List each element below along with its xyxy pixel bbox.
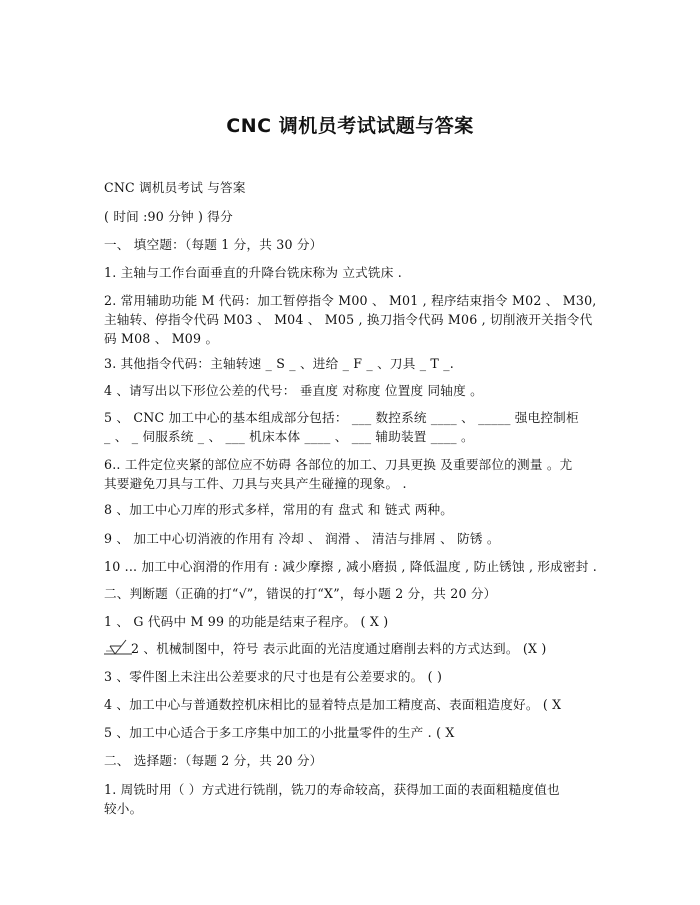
choice-1 <box>104 780 604 818</box>
question-4: 4 、请写出以下形位公差的代号： 垂直度 对称度 位置度 同轴度 。 <box>104 383 483 398</box>
exam-time: ( 时间 :90 分钟 ) 得分 <box>104 209 233 224</box>
document-title: CNC 调机员考试试题与答案 <box>226 115 474 137</box>
question-1: 1. 主轴与工作台面垂直的升降台铣床称为 立式铣床 . <box>104 265 402 280</box>
question-5-line-2: _ 、 _ 伺服系统 _ 、 ___ 机床本体 ____ 、 ___ 辅助装置 ____ 。 <box>104 429 474 444</box>
question-6-line-1: 6.. 工件定位夹紧的部位应不妨碍 各部位的加工、刀具更换 及重要部位的测量 。尤 <box>104 457 573 472</box>
judgment-4: 4 、加工中心与普通数控机床相比的显着特点是加工精度高、表面粗造度好。 ( X <box>104 697 562 712</box>
question-6 <box>104 455 604 493</box>
question-2-line-1: 2. 常用辅助功能 M 代码：加工暂停指令 M00 、 M01 , 程序结束指令 M02 、 M30, <box>104 293 597 308</box>
question-9: 9 、 加工中心切消液的作用有 冷却 、 润滑 、 清洁与排屑 、 防锈 。 <box>104 531 500 546</box>
judgment-2: 2 、机械制图中，符号 表示此面的光洁度通过磨削去料的方式达到。 (X ) <box>131 641 547 656</box>
section-choice-heading: 二、 选择题：（每题 2 分，共 20 分） <box>104 753 323 768</box>
question-2-line-3: 码 M08 、 M09 。 <box>104 331 219 346</box>
question-5 <box>104 408 604 446</box>
question-5-line-1: 5 、 CNC 加工中心的基本组成部分包括： ___ 数控系统 ____ 、 _____ 强电控制柜 <box>104 410 579 425</box>
section-judgment-heading: 二、判断题（正确的打“√”，错误的打“X”，每小题 2 分，共 20 分） <box>104 586 497 601</box>
surface-roughness-icon <box>102 637 134 657</box>
judgment-5: 5 、加工中心适合于多工序集中加工的小批量零件的生产 . ( X <box>104 725 455 740</box>
question-6-line-2: 其要避免刀具与工件、刀具与夹具产生碰撞的现象。 . <box>104 476 407 491</box>
judgment-3: 3 、零件图上未注出公差要求的尺寸也是有公差要求的。 ( ) <box>104 669 443 684</box>
question-3: 3. 其他指令代码：主轴转速 _ S _ 、进给 _ F _ 、刀具 _ T _. <box>104 356 454 371</box>
question-2 <box>104 291 604 348</box>
choice-1-line-2: 较小。 <box>104 801 143 816</box>
choice-1-line-1: 1. 周铣时用（ ）方式进行铣削，铣刀的寿命较高，获得加工面的表面粗糙度值也 <box>104 782 560 797</box>
judgment-1: 1 、 G 代码中 M 99 的功能是结束子程序。 ( X ) <box>104 614 389 629</box>
question-10: 10 ... 加工中心润滑的作用有 : 减少摩擦 , 减小磨损 , 降低温度 , 防止锈蚀 , 形成密封 . <box>104 559 597 574</box>
subtitle: CNC 调机员考试 与答案 <box>104 180 246 195</box>
question-2-line-2: 主轴转、停指令代码 M03 、 M04 、 M05 , 换刀指令代码 M06 , 切削液开关指令代 <box>104 312 593 327</box>
section-fill-blank-heading: 一、 填空题：（每题 1 分，共 30 分） <box>104 237 323 252</box>
question-8: 8 、加工中心刀库的形式多样，常用的有 盘式 和 链式 两种。 <box>104 502 454 517</box>
